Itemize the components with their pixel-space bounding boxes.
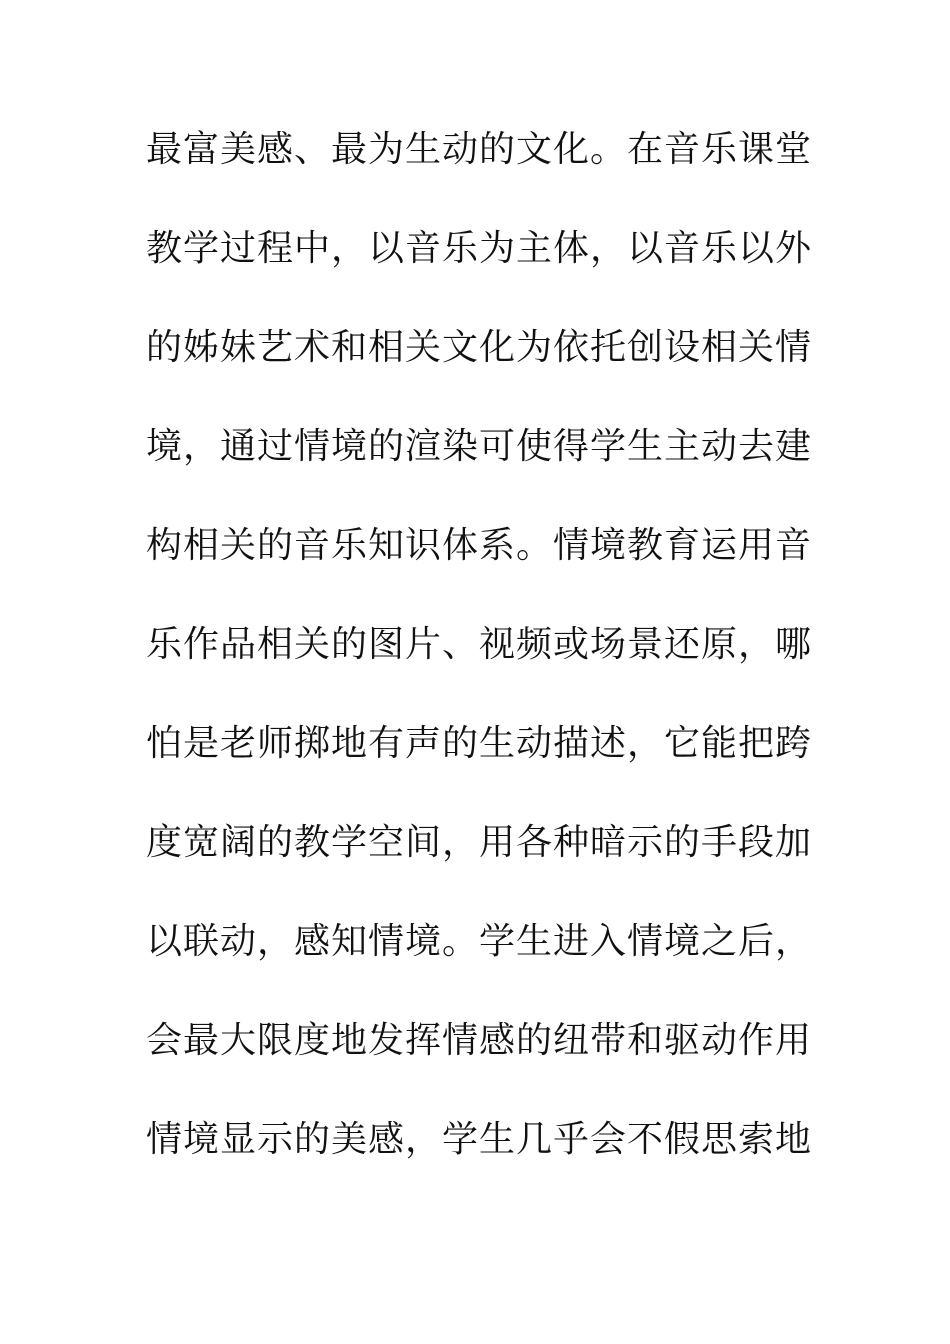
text-line: 构相关的音乐知识体系。情境教育运用音 bbox=[146, 525, 813, 566]
text-line: 怕是老师掷地有声的生动描述，它能把跨 bbox=[146, 723, 813, 764]
text-line: 教学过程中，以音乐为主体，以音乐以外 bbox=[146, 228, 813, 269]
text-line: 最富美感、最为生动的文化。在音乐课堂 bbox=[146, 129, 813, 170]
text-line: 境，通过情境的渲染可使得学生主动去建 bbox=[146, 426, 813, 467]
text-line: 乐作品相关的图片、视频或场景还原，哪 bbox=[146, 624, 813, 665]
text-line: 情境显示的美感，学生几乎会不假思索地 bbox=[146, 1119, 813, 1160]
text-line: 以联动，感知情境。学生进入情境之后， bbox=[146, 921, 813, 962]
text-line: 的姊妹艺术和相关文化为依托创设相关情 bbox=[146, 327, 813, 368]
text-line: 会最大限度地发挥情感的纽带和驱动作用 bbox=[146, 1020, 813, 1061]
text-line: 度宽阔的教学空间，用各种暗示的手段加 bbox=[146, 822, 813, 863]
body-text bbox=[146, 118, 816, 1207]
